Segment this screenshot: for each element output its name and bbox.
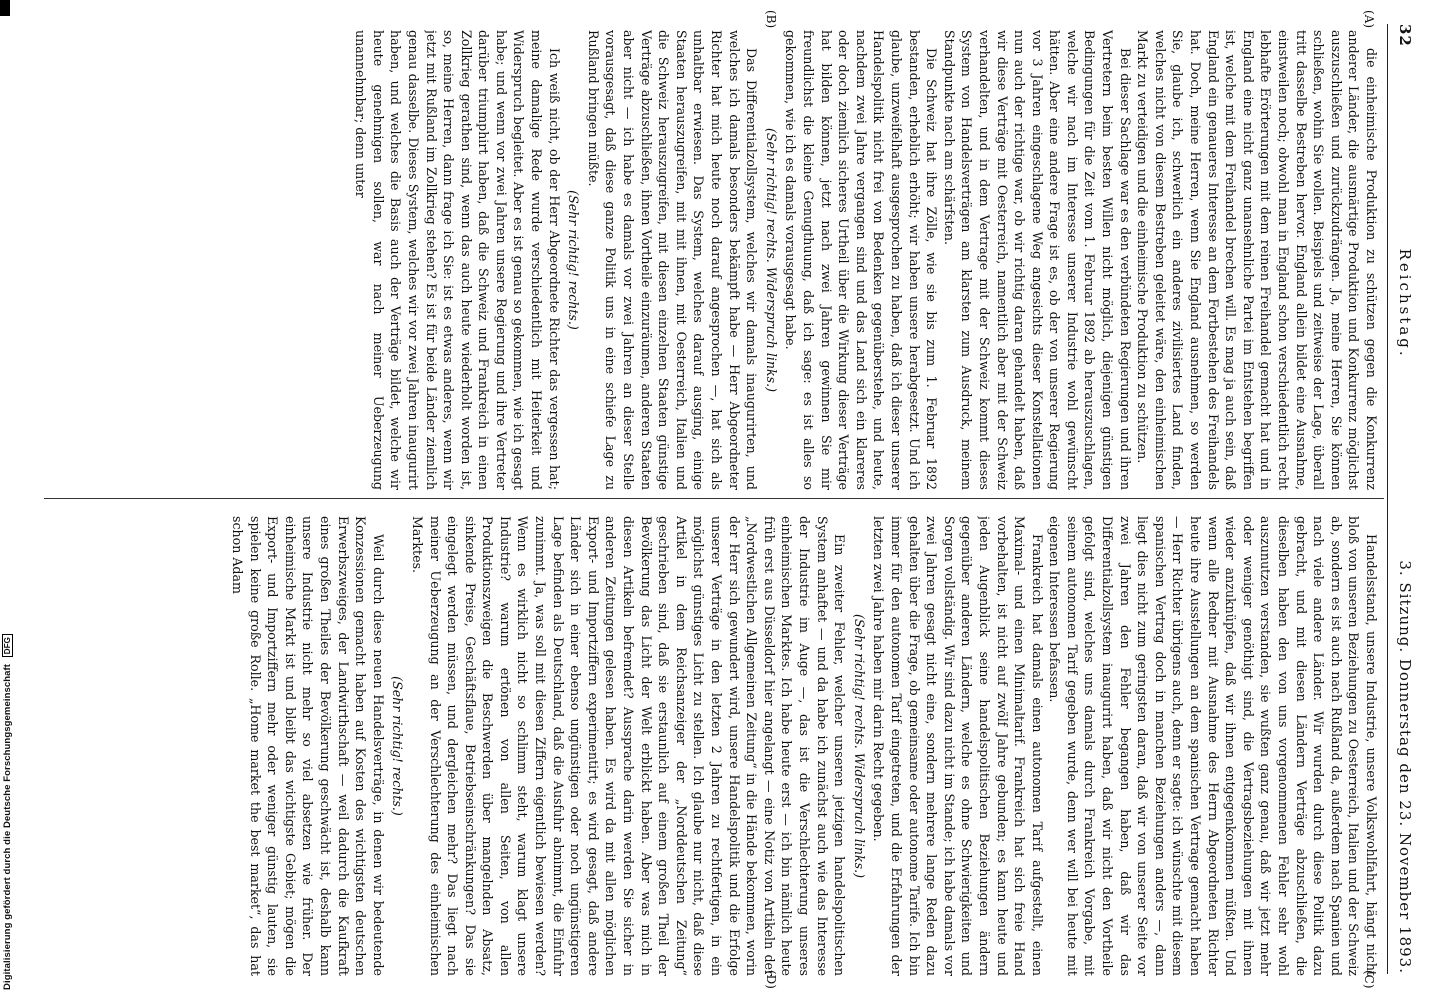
paragraph: Die Schweiz hat ihre Zölle, wie sie bis zum 1. Februar 1892 bestanden, erheblich erhöht; wir haben unsere herabgesetzt. Und ich glaube, unzweifelhaft ausgesprochen zu haben, daß ich dieser unserer Handelspolitik nicht frei von Bedenken gegenüberstehe, und heute, nachdem zwei Jahre vergangen sind und das Land sich ein klareres oder doch ziemlich sicheres Urtheil über die Wirkung dieser Verträge hat bilden können, jetzt nach zwei Jahren gewinnen Sie mir freundlichst die kleine Genugthuung, daß ich sage: es ist alles so gekommen, wie ich es damals vorausgesagt habe. (783, 30, 940, 490)
session-info: 3. Sitzung. Donnerstag den 23. November 1893. (1396, 560, 1414, 974)
margin-mark-a: (A) (1362, 10, 1376, 29)
credit-text: Digitalisierung gefördert durch die Deutsche Forschungsgemeinschaft (2, 663, 13, 990)
page-number: 32 (1396, 24, 1414, 47)
paragraph: Ich weiß nicht, ob der Herr Abgeordnete Richter das vergessen hat; meine damalige Rede wurde verschiedentlich mit Heiterkeit und Widerspruch begleitet. Aber es ist genau so gekommen, wie ich gesagt habe; und wenn vor zwei Jahren unsere Regierung und ihre Vertreter darüber triumphirt haben, daß die Schweiz und Frankreich in einen Zollkrieg gerathen sind, wenn das auch heute wiederholt worden ist, so, meine Herren, dann frage ich Sie: ist es etwas anderes, wenn wir jetzt mit Rußland im Zollkrieg stehen? Es ist für beide Länder ziemlich genau dasselbe. Dieses System, welches wir vor zwei Jahren inaugurirt haben, und welches die Basis auch der Verträge bildet, welche wir heute genehmigen sollen, war nach meiner Ueberzeugung unannehmbar; denn unter (353, 30, 562, 490)
reaction-note: (Sehr richtig! rechts. Widerspruch links.) (851, 613, 867, 878)
column-divider (44, 498, 1384, 499)
scan-border-mark (0, 0, 10, 16)
paragraph: Bei dieser Sachlage war es den verbündeten Regierungen und ihren Vertretern beim besten Willen nicht möglich, diejenigen günstigen Bedingungen für die Zeit vom 1. Februar 1892 ab herauszuschlagen, welche wir nach im Interesse unserer Industrie wohl gewünscht hätten. Aber eine andere Frage ist es, ob der von unserer Regierung vor 3 Jahren eingeschlagene Weg angesichts dieser Konstellationen nun auch der richtige war, ob wir richtig daran gehandelt haben, daß wir diese Verträge mit Oesterreich, namentlich aber mit der Schweiz verhandelten, und in dem Vertrage mit der Schweiz kommt dieses System von Handelsverträgen am klarsten zum Ausdruck, meinem Standpunkte nach am schärfsten. (941, 30, 1133, 490)
paragraph: Weil durch diese neuen Handelsverträge, in denen wir bedeutende Konzessionen gemacht haben auf Kosten des wichtigsten deutschen Erwerbszweiges, der Landwirthschaft — weil dadurch die Kaufkraft eines großen Theiles der Bevölkerung geschwächt ist, deshalb kann unsere Industrie nicht mehr so viel absetzen wie früher. Der einheimische Markt ist und bleibt das wichtigste Gebiet; mögen die Export- und Importziffern mehr oder weniger günstig lauten, sie spielen keine große Rolle. „Home market the best market“, das hat schon Adam (230, 516, 386, 976)
digitization-credit (0, 60, 18, 990)
rotated-page (30, 6, 1428, 996)
margin-mark-d: (D) (764, 970, 778, 989)
margin-mark-c: (C) (1362, 970, 1376, 989)
paragraph: Ein zweiter Fehler, welcher unseren jetzigen handelspolitischen System anhaftet — und da habe ich zunächst auch wie das Interesse der Industrie im Auge —, das ist die Verschlechterung unseres einheimischen Marktes. Ich habe heute erst — ich bin nämlich heute früh erst aus Düsseldorf hier angelangt — eine Notiz von Artikeln der „Nordwestlichen Allgemeinen Zeitung“ in die Hände bekommen, worin der Herr sich gewundert wird, unsere Handelspolitik und die Erfolge unserer Verträge in den letzten 2 Jahren zu rechtfertigen, in ein möglichst günstiges Licht zu stellen. Ich glaube nur nicht, daß diese Artikel in dem Reichsanzeiger der „Norddeutschen Zeitung“ geschrieben sind, daß sie erstaunlich auf einem großen Theil der Bevölkerung das Licht der Welt erblickt haben. Aber was mich in diesen Artikeln befremdet? Aussprache darin werden Sie sicher in anderen Zeitungen gelesen haben. Es wird da mit allen möglichen Export- und Importziffern experimentirt; es wird gesagt, daß andere Länder sich in einer ebenso ungünstigen oder noch ungünstigeren Lage befinden als Deutschland, daß die Ausfuhr abnimmt, die Einfuhr zunimmt. Ja, was soll mit diesen Ziffern eigentlich bewiesen werden? Wenn es wirklich nicht so schlimm steht, warum klagt unsere Industrie? warum ertönen von allen Seiten, von allen Produktionszweigen die Beschwerden über mangelnden Absatz, sinkende Preise, Geschäftsflaue, Betriebseinschränkungen? Das sie eingelegt werden müssen, und dergleichen mehr? Das liegt nach meiner Ueberzeugung an der Verschlechterung des einheimischen Marktes. (409, 516, 848, 976)
reaction-note: (Sehr richtig! rechts.) (390, 676, 406, 816)
scanned-page (30, 6, 1428, 996)
paragraph: Handelsstand, unsere Industrie, unsere Volkswohlfahrt, hängt nicht bloß von unseren Beziehungen zu Oesterreich, Italien und der Schweiz ab, sondern es ist auch nach Rußland da, außerdem nach Spanien und nach viele andere Länder. Wir wurden durch diese Politik dazu gebracht, und mit diesen Ländern Verträge abzuschließen, die dieselben haben den von uns vorgenommenen Fehler sehr wohl auszunutzen verstanden, sie wußten ganz genau, daß wir jetzt mehr oder weniger genöthigt sind, die Vertragsbeziehungen mit ihnen wieder anzuknüpfen, daß wir ihnen entgegenkommen müßten. Und wenn alle Redner mit Ausnahme des Herrn Abgeordneten Richter heute ihre Ausstellungen an dem spanischen Vertrage gemacht haben — Herr Richter übrigens auch, denn er sagte: ich wünschte mit diesem spanischen Vertrag doch in manchen Beziehungen anders —, dann liegt dies nicht zum geringsten daran, daß wir von unserer Seite vor zwei Jahren den Fehler begangen haben, daß wir das Differentialzollsystem inaugurirt haben, daß wir nicht den Vortheile gefolgt sind, welches uns damals durch Frankreich Vorgabe, mit seinem autonomen Tarif gegeben wurde, denn wer will bei heute mit eigenen Interessen befassen. (1047, 516, 1379, 976)
reaction-note: (Sehr richtig! rechts. Widerspruch links.) (763, 127, 779, 392)
running-header (1392, 24, 1414, 974)
paragraph: Das Differentialzollsystem, welches wir damals inaugurirten, und welches ich damals besonders bekämpft habe — Herr Abgeordneter Richter hat mich heute noch darauf angesprochen —, hat sich als unhaltbar erwiesen. Das System, welches darauf ausging, einige Staaten herauszugreifen, mit mit ihnen, mit Oesterreich, Italien und die Schweiz herauszugreifen, mit diesen einzelnen Staaten günstige Verträge abzuschließen, ihnen Vortheile einzuräumen, anderen Staaten aber nicht — ich habe es damals vor zwei Jahren an dieser Stelle vorausgesagt, daß diese ganze Politik uns in eine schiefe Lage zu Rußland bringen müßte. (585, 30, 760, 490)
page-title: Reichstag. (1396, 248, 1414, 359)
left-column (44, 30, 1380, 490)
reaction-note: (Sehr richtig! rechts.) (566, 190, 582, 330)
right-column (44, 516, 1380, 976)
paragraph: Frankreich hat damals einen autonomen Tarif aufgestellt, einen Maximal- und einen Minimaltarif. Frankreich hat sich freie Hand vorbehalten, ist nicht auf zwölf Jahre gebunden; es kann heute und jeden Augenblick seine handelspolitischen Beziehungen ändern gegenüber anderen Ländern, welche es ohne Schwierigkeiten und Sorgen vollständig. Wir sind dazu nicht im Stande; ich habe damals vor zwei Jahren gesagt nicht eine, sondern mehrere lange Reden dazu gehalten über die Frage, ob gemeinsame oder autonome Tarife. Ich bin immer für den autonomen Tarif eingetreten, und die Erfahrungen der letzten zwei Jahre haben mir darin Recht gegeben. (871, 516, 1045, 976)
paragraph: die einheimische Produktion zu schützen gegen die Konkurrenz anderer Länder, die ausmärtige Produktion und Konkurrenz möglichst auszuschließen und zurückzudrängen. Ja, meine Herren, Sie können schließen, wohin Sie wollen. Beispiels und zeitweise der Lage, überall tritt dasselbe Bestreben hervor. England allein bildet eine Ausnahme, einstweilen noch; obwohl man in England schon verschiedentlich recht lebhafte Erörterungen mit dem reinen Freihandel gemacht hat und in England eine nicht ganz unansehnliche Partei im Entstehen begriffen ist, welche mit dem Freihandel brechen will. Es mag ja auch sein, daß England ein genaueres Interesse an dem Fortbestehen des Freihandels hat. Doch, meine Herren, wenn Sie England ausnehmen, so werden Sie, glaube ich, schwerlich ein anderes zivilisiertes Land finden, welches nicht von diesem Bestreben geleitet wäre, den einheimischen Markt zu verteidigen und die einheimische Produktion zu schützen. (1135, 30, 1379, 490)
margin-mark-b: (B) (764, 10, 778, 29)
dfg-logo: DFG (2, 634, 13, 657)
header-rule (1387, 24, 1388, 974)
